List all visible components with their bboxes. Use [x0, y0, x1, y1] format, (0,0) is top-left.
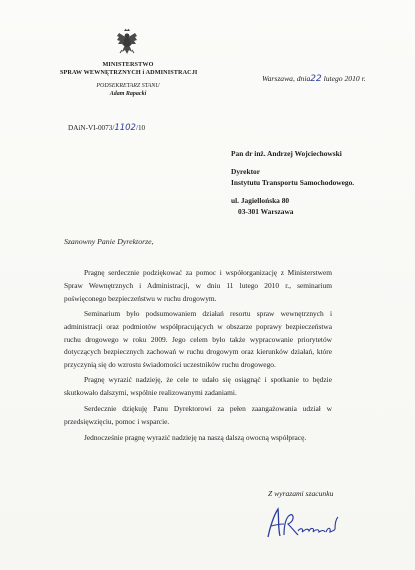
body-paragraph: Pragnę serdecznie podziękować za pomoc i współorganizację z Ministerstwem Spraw Wewnętrznych i Administracji, w dniu 11 lutego 2010 r., seminarium poświęconego bezpieczeństwu w ruchu drogowym. — [64, 268, 332, 303]
polish-eagle-emblem-icon — [116, 28, 138, 56]
body-paragraph: Seminarium było podsumowaniem działań resortu spraw wewnętrznych i administracji oraz podmiotów współpracujących w obszarze poprawy bezpieczeństwa ruchu drogowego w roku 2009. Jego celem było także wypracowanie priorytetów dotyczących bezpiecznych zachowań w ruchu drogowym oraz kierunków działań, które przyczynią się do wzrostu świadomości uczestników ruchu drogowego. — [64, 309, 332, 370]
sender-position: PODSEKRETARZ STANU — [96, 83, 160, 89]
ministry-name-line2: SPRAW WEWNĘTRZNYCH i ADMINISTRACJI — [60, 69, 198, 76]
reference-handwritten-number: 1102 — [114, 123, 136, 133]
handwritten-signature-icon — [262, 505, 342, 541]
recipient-institution: Instytutu Transportu Samochodowego. — [231, 178, 355, 187]
recipient-name: Pan dr inż. Andrzej Wojciechowski — [231, 149, 342, 158]
sender-block — [60, 82, 196, 98]
reference-number — [68, 123, 145, 133]
date-day: 22 — [310, 74, 322, 84]
body-paragraph: Jednocześnie pragnę wyrazić nadzieję na naszą dalszą owocną współpracę. — [84, 433, 307, 442]
place-date — [262, 74, 366, 84]
ministry-name-line1: MINISTERSTWO — [102, 61, 154, 68]
recipient-street: ul. Jagiellońska 80 — [231, 196, 290, 205]
sender-name: Adam Rapacki — [109, 91, 147, 97]
recipient-title: Dyrektor — [231, 167, 261, 176]
body-paragraph: Pragnę wyrazić nadzieję, że cele te udało się osiągnąć i spotkanie to będzie skutkowało dalszymi, wspólnie realizowanymi zadaniami. — [64, 375, 332, 397]
reference-prefix: DAiN-VI-0073/ — [68, 124, 115, 132]
body-paragraph: Serdecznie dziękuję Panu Dyrektorowi za pełen zaangażowania udział w przedsięwzięciu, pomoc i wsparcie. — [64, 404, 332, 426]
closing-phrase: Z wyrazami szacunku — [268, 489, 334, 498]
recipient-city: 03-301 Warszawa — [238, 207, 294, 216]
reference-suffix: /10 — [135, 124, 146, 132]
salutation: Szanowny Panie Dyrektorze, — [64, 237, 154, 246]
date-prefix: Warszawa, dnia — [262, 74, 311, 83]
ministry-header — [60, 61, 196, 77]
date-suffix: lutego 2010 r. — [323, 74, 366, 83]
